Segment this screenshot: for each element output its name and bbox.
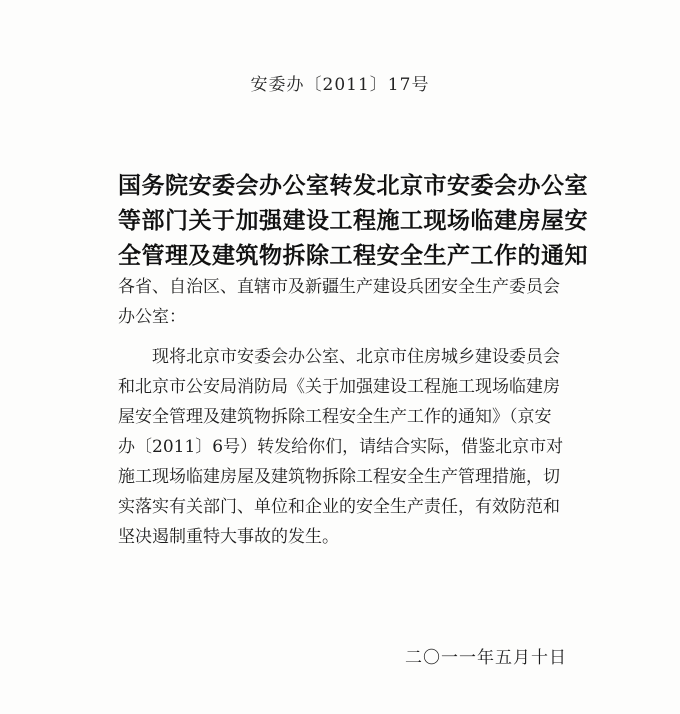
paragraph-line: 和北京市公安局消防局《关于加强建设工程施工现场临建房 [118,377,560,397]
body-paragraph [118,342,588,552]
document-title [118,168,588,273]
document-date: 二〇一一年五月十日 [405,648,567,668]
paragraph-line: 办〔2011〕6号）转发给你们，请结合实际，借鉴北京市对 [118,437,564,457]
addressee-line: 办公室： [118,307,186,327]
paragraph-line: 实落实有关部门、单位和企业的安全生产责任，有效防范和 [118,497,560,517]
paragraph-line: 坚决遏制重特大事故的发生。 [118,527,339,547]
paragraph-line: 施工现场临建房屋及建筑物拆除工程安全生产管理措施，切 [118,467,560,487]
addressee [118,272,588,332]
title-line: 国务院安委会办公室转发北京市安委会办公室 [118,172,588,199]
title-line: 全管理及建筑物拆除工程安全生产工作的通知 [118,242,588,269]
paragraph-line: 屋安全管理及建筑物拆除工程安全生产工作的通知》（京安 [118,407,552,427]
title-line: 等部门关于加强建设工程施工现场临建房屋安 [118,207,588,234]
paragraph-line: 现将北京市安委会办公室、北京市住房城乡建设委员会 [118,347,560,367]
addressee-line: 各省、自治区、直辖市及新疆生产建设兵团安全生产委员会 [118,277,560,297]
document-number: 安委办〔2011〕17号 [250,75,430,95]
